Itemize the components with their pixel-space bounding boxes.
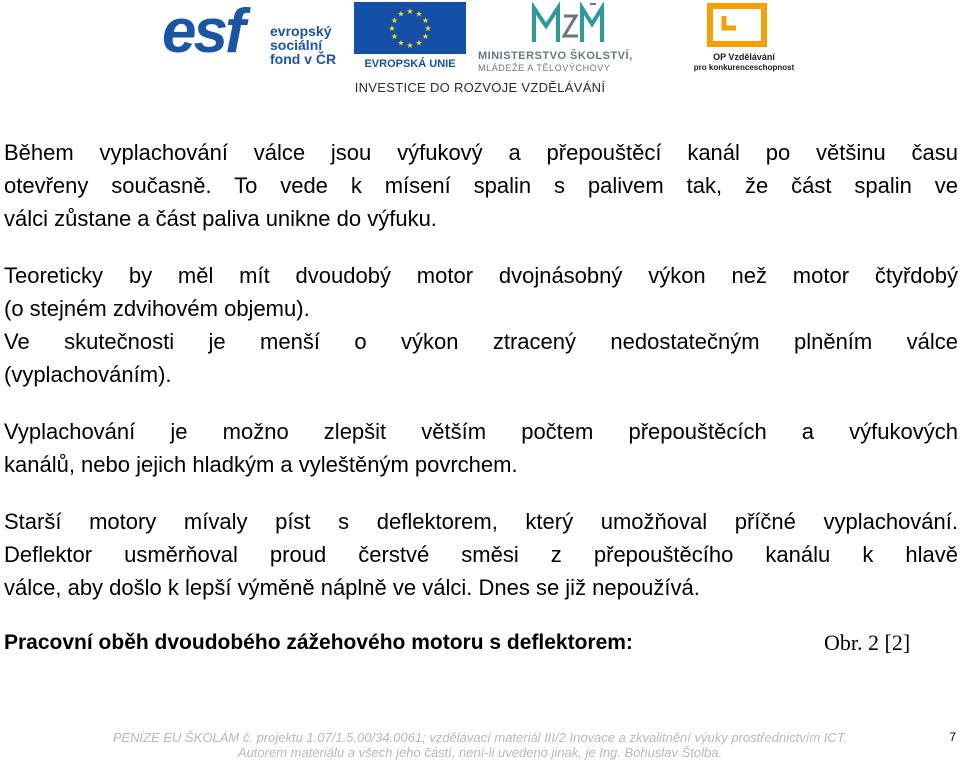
esf-logo [162, 2, 352, 74]
svg-text:★: ★ [415, 9, 423, 19]
opvk-line-2: pro konkurenceschopnost [693, 63, 795, 72]
text-line: Deflektor usměrňoval proud čerstvé směsi z přepouštěcího kanálu k hlavě [4, 542, 958, 567]
page-number: 7 [949, 730, 956, 744]
svg-text:★: ★ [397, 9, 405, 19]
footer-project-line: PENÍZE EU ŠKOLÁM č. projektu 1.07/1.5.00/34.0061; vzdělávací materiál III/2 Inovace a zkvalitnění výuky prostřednictvím ICT. [112, 730, 848, 745]
text-line: válce, aby došlo k lepší výměně náplně ve válci. Dnes se již nepoužívá. [4, 575, 700, 600]
svg-text:★: ★ [424, 24, 432, 33]
text-line: (o stejném zdvihovém objemu). [4, 296, 310, 321]
svg-text:★: ★ [406, 41, 414, 50]
esf-logo-letters: esf [162, 0, 243, 66]
text-line: otevřeny současně. To vede k mísení spalin s palivem tak, že část spalin ve [4, 173, 958, 198]
logo-band [0, 0, 960, 100]
text-line: Ve skutečnosti je menší o výkon ztracený nedostatečným plněním válce [4, 329, 958, 354]
svg-text:★: ★ [388, 24, 396, 33]
paragraph-scavenging [4, 136, 958, 235]
svg-text:★: ★ [397, 38, 405, 48]
opvk-mark-icon [702, 2, 772, 48]
footer [0, 730, 960, 761]
svg-text:★: ★ [421, 16, 430, 25]
esf-line-1: evropský [270, 23, 332, 39]
msmt-logo [478, 2, 678, 72]
text-line: válci zůstane a část paliva unikne do výfuku. [4, 206, 437, 231]
esf-line-3: fond v ČR [270, 51, 337, 67]
msmt-line-2: MLÁDEŽE A TĚLOVÝCHOVY [478, 63, 611, 73]
text-line: Starší motory mívaly píst s deflektorem, který umožňoval příčné vyplachování. [4, 509, 958, 534]
text-line: kanálů, nebo jejich hladkým a vyleštěným povrchem. [4, 452, 518, 477]
esf-logo-text [270, 24, 336, 66]
footer-author-line: Autorem materiálu a všech jeho částí, není-li uvedeno jinak, je Ing. Bohuslav Štolba. [237, 745, 723, 760]
figure-reference: Obr. 2 [2] [824, 630, 911, 655]
svg-text:★: ★ [390, 16, 399, 25]
text-line: Vyplachování je možno zlepšit větším počtem přepouštěcích a výfukových [4, 419, 958, 444]
paragraph-improvement [4, 415, 958, 481]
esf-line-2: sociální [270, 37, 323, 53]
eu-flag-icon [354, 2, 466, 54]
svg-text:★: ★ [406, 7, 414, 16]
slide-content [4, 136, 958, 604]
svg-text:★: ★ [421, 32, 430, 41]
msmt-line-1: MINISTERSTVO ŠKOLSTVÍ, [478, 50, 633, 62]
svg-text:★: ★ [390, 32, 399, 41]
paragraph-theoretical-power [4, 259, 958, 391]
figure-heading-row [4, 627, 954, 659]
svg-text:★: ★ [415, 38, 423, 48]
opvk-line-1: OP Vzdělávání [713, 52, 775, 62]
eu-logo [354, 2, 466, 72]
section-heading: Pracovní oběh dvoudobého zážehového motoru s deflektorem: [4, 631, 633, 654]
text-line: Teoreticky by měl mít dvoudobý motor dvojnásobný výkon než motor čtyřdobý [4, 263, 958, 288]
text-line: Během vyplachování válce jsou výfukový a přepouštěcí kanál po většinu času [4, 140, 958, 165]
opvk-logo [684, 2, 804, 74]
paragraph-deflector [4, 505, 958, 604]
investice-tagline: INVESTICE DO ROZVOJE VZDĚLÁVÁNÍ [354, 80, 606, 95]
text-line: (vyplachováním). [4, 362, 172, 387]
msmt-mark-icon [530, 2, 610, 48]
eu-label: EVROPSKÁ UNIE [364, 58, 456, 70]
